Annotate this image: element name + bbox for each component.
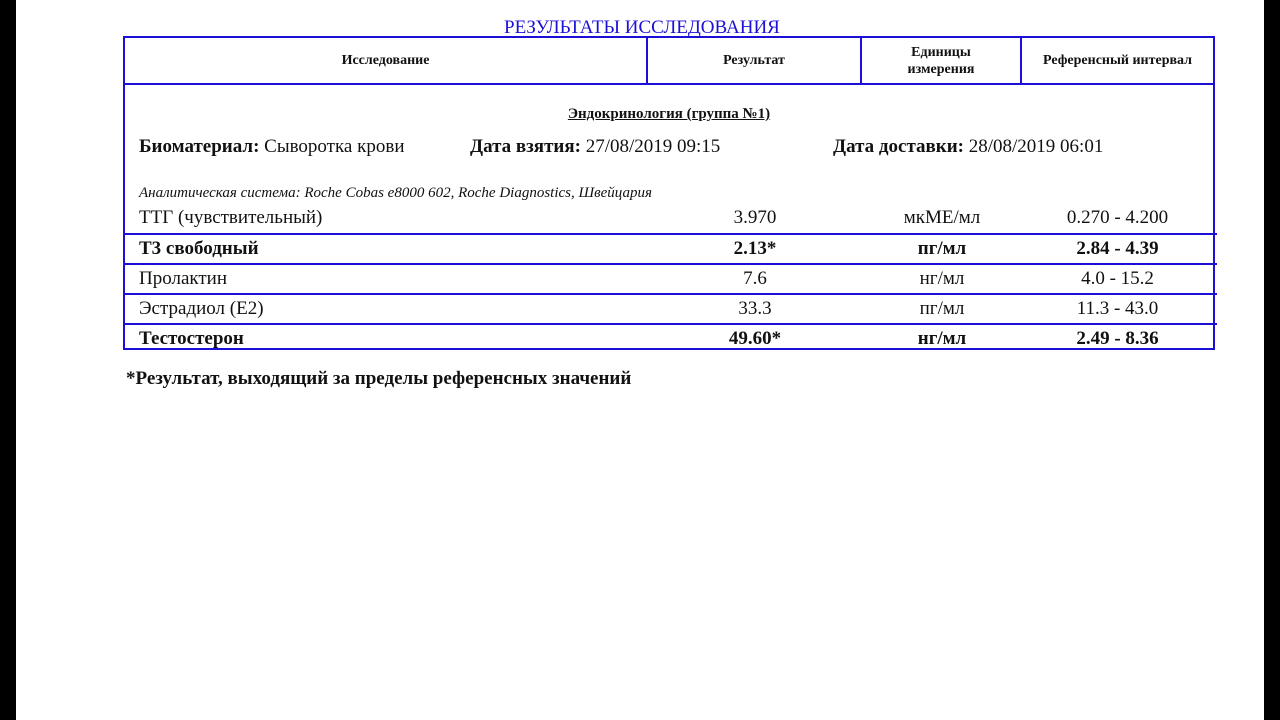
column-header-result bbox=[648, 38, 862, 85]
test-units: нг/мл bbox=[919, 268, 965, 289]
column-header-units bbox=[862, 38, 1022, 85]
test-result: 7.6 bbox=[743, 268, 767, 289]
group-title: Эндокринология (группа №1) bbox=[567, 106, 771, 122]
test-name: Пролактин bbox=[139, 268, 228, 289]
test-reference: 0.270 - 4.200 bbox=[1066, 207, 1169, 228]
column-header-test bbox=[125, 38, 648, 85]
table-row bbox=[125, 293, 1217, 325]
test-result: 49.60* bbox=[728, 328, 782, 349]
test-reference: 11.3 - 43.0 bbox=[1076, 298, 1159, 319]
date-delivered-label: Дата доставки: bbox=[833, 136, 964, 157]
table-row bbox=[125, 204, 1217, 234]
date-taken-value: 27/08/2019 09:15 bbox=[585, 136, 721, 157]
biomaterial-info bbox=[139, 136, 405, 158]
test-reference: 2.84 - 4.39 bbox=[1076, 238, 1159, 259]
test-reference: 4.0 - 15.2 bbox=[1081, 268, 1154, 289]
report-page bbox=[16, 0, 1264, 720]
test-units: пг/мл bbox=[917, 238, 967, 259]
analyzer-note: Аналитическая система: Roche Cobas e8000 602, Roche Diagnostics, Швейцария bbox=[139, 185, 652, 201]
table-row bbox=[125, 233, 1217, 265]
column-header-units-label bbox=[908, 44, 975, 78]
test-name: ТТГ (чувствительный) bbox=[139, 207, 323, 228]
test-name: Эстрадиол (Е2) bbox=[139, 298, 264, 319]
date-delivered-value: 28/08/2019 06:01 bbox=[968, 136, 1104, 157]
test-result: 3.970 bbox=[733, 207, 777, 228]
table-row bbox=[125, 263, 1217, 295]
test-units: пг/мл bbox=[919, 298, 965, 319]
test-units: мкМЕ/мл bbox=[903, 207, 981, 228]
document-title: РЕЗУЛЬТАТЫ ИССЛЕДОВАНИЯ bbox=[504, 17, 780, 38]
date-taken-info bbox=[470, 136, 720, 158]
date-delivered-info bbox=[833, 136, 1103, 158]
biomaterial-label: Биоматериал: bbox=[139, 136, 260, 157]
units-label-line2: измерения bbox=[907, 61, 975, 77]
test-result: 33.3 bbox=[738, 298, 772, 319]
date-taken-label: Дата взятия: bbox=[470, 136, 581, 157]
column-header-test-label: Исследование bbox=[341, 53, 430, 68]
test-units: нг/мл bbox=[917, 328, 967, 349]
units-label-line1: Единицы bbox=[911, 44, 971, 60]
biomaterial-value: Сыворотка крови bbox=[264, 136, 405, 157]
column-header-result-label: Результат bbox=[723, 53, 785, 68]
table-row bbox=[125, 323, 1217, 355]
column-header-reference bbox=[1022, 38, 1213, 85]
test-reference: 2.49 - 8.36 bbox=[1076, 328, 1159, 349]
results-table bbox=[123, 36, 1215, 350]
footnote: *Результат, выходящий за пределы референсных значений bbox=[126, 368, 632, 389]
test-name: Тестостерон bbox=[139, 328, 244, 349]
test-result: 2.13* bbox=[733, 238, 777, 259]
column-header-reference-label: Референсный интервал bbox=[1042, 53, 1193, 68]
test-name: Т3 свободный bbox=[139, 238, 259, 259]
